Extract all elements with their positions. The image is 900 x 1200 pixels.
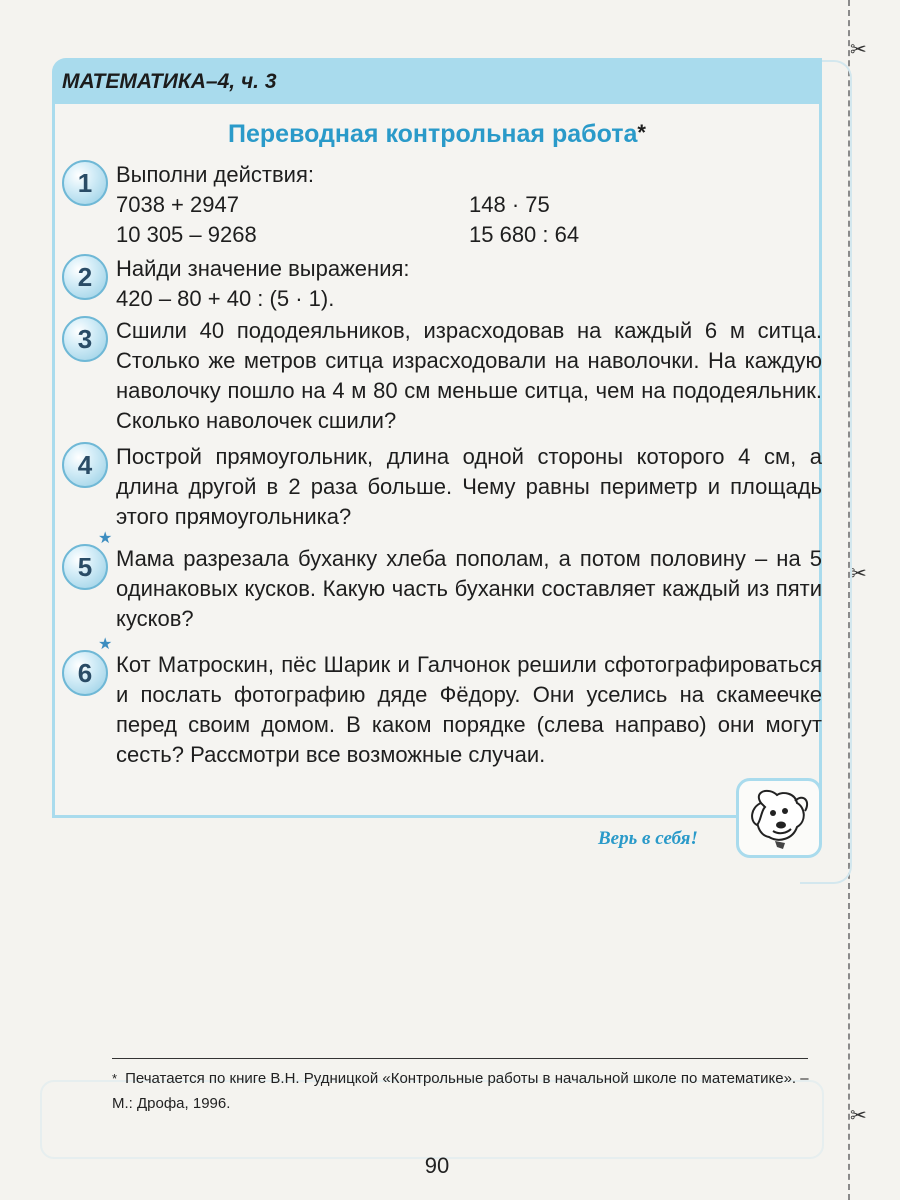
book-title: МАТЕМАТИКА–4, ч. 3 <box>62 70 277 93</box>
expression-row <box>116 220 822 250</box>
dog-illustration <box>736 778 822 858</box>
star-icon: ★ <box>98 634 113 653</box>
task-3 <box>62 316 822 436</box>
task-text: Кот Матроскин, пёс Шарик и Галчонок решили сфотографироваться и послать фотографию дяде Фёдору. Они уселись на скамеечке перед своим домом. В каком порядке (слева направо) они могут сесть? Рассмотри все возможные случаи. <box>116 652 822 767</box>
task-body <box>116 254 822 314</box>
task-1 <box>62 160 822 250</box>
expression: 15 680 : 64 <box>469 222 580 247</box>
scissors-icon: ✂ <box>850 1103 867 1127</box>
page-number: 90 <box>424 1153 450 1178</box>
scissors-icon: ✂ <box>850 37 867 61</box>
task-number-badge: 3 <box>62 316 108 362</box>
task-4 <box>62 442 822 532</box>
footnote-mark: * <box>637 120 646 145</box>
task-2 <box>62 254 822 314</box>
task-number-badge: 4 <box>62 442 108 488</box>
task-line: Найди значение выражения: <box>116 256 410 281</box>
motto-text: Верь в себя! <box>598 828 698 849</box>
task-text: Построй прямоугольник, длина одной стороны которого 4 см, а длина другой в 2 раза больше. Чему равны периметр и площадь этого прямоугольника? <box>116 444 822 529</box>
scissors-icon: ✂ <box>850 561 867 585</box>
expression-row <box>116 190 822 220</box>
dog-icon <box>739 781 819 855</box>
task-number-badge: 5 <box>62 544 108 590</box>
task-intro: Выполни действия: <box>116 162 314 187</box>
task-number-badge: 2 <box>62 254 108 300</box>
page-title <box>0 120 874 149</box>
task-number-badge: 1 <box>62 160 108 206</box>
expression: 420 – 80 + 40 : (5 · 1). <box>116 286 335 311</box>
footnote-text: Печатается по книге В.Н. Рудницкой «Контрольные работы в начальной школе по математике». – М.: Дрофа, 1996. <box>112 1070 809 1112</box>
star-icon: ★ <box>98 528 113 547</box>
expression: 148 · 75 <box>469 192 550 217</box>
task-text: Сшили 40 пододеяльников, израсходовав на каждый 6 м ситца. Столько же метров ситца израсходовали на наволочки. На каждую наволочку пошло на 4 м 80 см меньше ситца, чем на пододеяльник. Сколько наволочек сшили? <box>116 318 822 433</box>
task-5 <box>62 528 822 634</box>
task-6 <box>62 634 822 770</box>
footnote <box>112 1066 812 1116</box>
footnote-mark: * <box>112 1071 118 1086</box>
expression: 10 305 – 9268 <box>116 222 257 247</box>
task-number-badge: 6 <box>62 650 108 696</box>
page-title-text: Переводная контрольная работа <box>228 120 638 148</box>
task-text: Мама разрезала буханку хлеба пополам, а потом половину – на 5 одинаковых кусков. Какую часть буханки составляет каждый из пяти кусков? <box>116 546 822 631</box>
expression: 7038 + 2947 <box>116 192 239 217</box>
task-body <box>116 160 822 250</box>
footnote-divider <box>112 1058 808 1059</box>
